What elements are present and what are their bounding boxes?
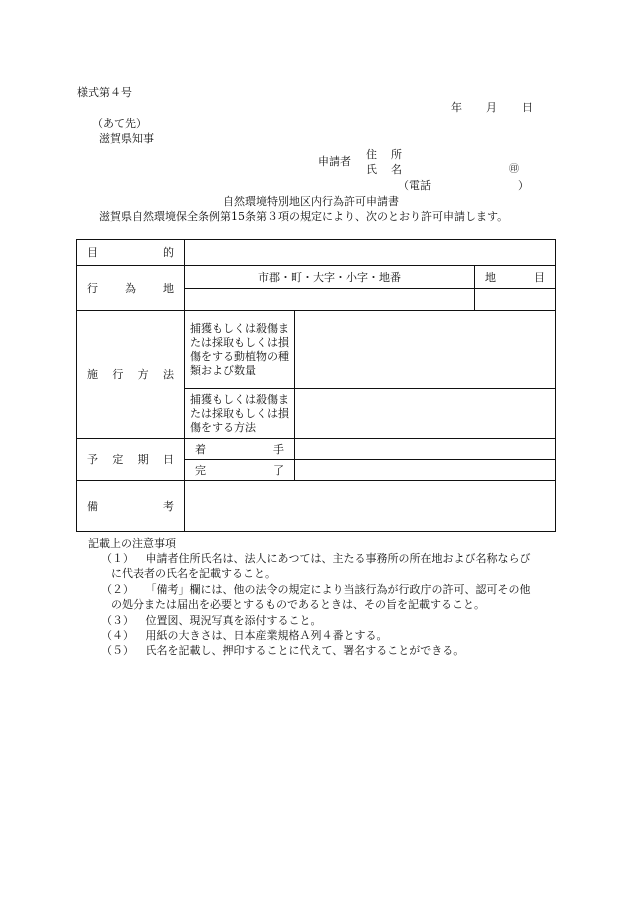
note-4-number: （４） <box>101 629 134 642</box>
method-means-label: 捕獲もしくは殺傷または採取もしくは損傷をする方法 <box>185 389 295 439</box>
addressee: 滋賀県知事 <box>99 132 154 145</box>
date-month-label: 月 <box>486 101 497 114</box>
intro-text: 滋賀県自然環境保全条例第15条第３項の規定により、次のとおり許可申請します。 <box>99 210 509 223</box>
applicant-label: 申請者 <box>318 155 351 168</box>
method-means-field[interactable] <box>295 389 556 439</box>
location-address-field[interactable] <box>185 289 475 311</box>
note-5 <box>101 644 464 657</box>
date-day-label: 日 <box>522 101 533 114</box>
schedule-label: 予 定 期 日 <box>77 439 185 481</box>
phone-label: （電話 <box>398 179 431 192</box>
note-1-continued: に代表者の氏名を記載すること。 <box>111 567 276 580</box>
note-3-text: 位置図、現況写真を添付すること。 <box>145 614 322 627</box>
addressee-prefix: （あて先） <box>92 117 147 130</box>
note-2-continued: の処分または届出を必要とするものであるときは、その旨を記載すること。 <box>111 598 485 611</box>
note-1-text: 申請者住所氏名は、法人にあつては、主たる事務所の所在地および名称ならび <box>145 552 531 565</box>
note-5-text: 氏名を記載し、押印することに代えて、署名することができる。 <box>145 644 465 657</box>
end-date-field[interactable] <box>295 460 556 481</box>
end-label: 完 了 <box>185 460 295 481</box>
location-label: 行 為 地 <box>77 266 185 311</box>
purpose-field[interactable] <box>185 240 556 266</box>
name-label: 氏 名 <box>366 163 402 176</box>
notes-heading: 記載上の注意事項 <box>88 537 176 550</box>
remarks-field[interactable] <box>185 481 556 532</box>
method-label: 施 行 方 法 <box>77 311 185 439</box>
note-3-number: （３） <box>101 614 134 627</box>
form-number: 様式第４号 <box>77 86 132 99</box>
location-land-header: 地 目 <box>475 266 556 289</box>
note-4-text: 用紙の大きさは、日本産業規格Ａ列４番とする。 <box>145 629 388 642</box>
note-2-number: （２） <box>101 583 134 596</box>
note-5-number: （５） <box>101 644 134 657</box>
seal-mark: ㊞ <box>509 164 519 175</box>
start-date-field[interactable] <box>295 439 556 460</box>
note-2 <box>101 583 531 596</box>
note-1-number: （１） <box>101 552 134 565</box>
address-label: 住 所 <box>366 148 402 161</box>
note-3 <box>101 614 322 627</box>
remarks-label: 備 考 <box>77 481 185 532</box>
purpose-label: 目 的 <box>77 240 185 266</box>
application-form-table <box>76 239 556 532</box>
document-title: 自然環境特別地区内行為許可申請書 <box>223 195 399 208</box>
location-address-header: 市郡・町・大字・小字・地番 <box>185 266 475 289</box>
note-2-text: 「備考」欄には、他の法令の規定により当該行為が行政庁の許可、認可その他 <box>145 583 531 596</box>
phone-close: ） <box>518 179 529 192</box>
method-species-field[interactable] <box>295 311 556 389</box>
note-1 <box>101 552 531 565</box>
start-label: 着 手 <box>185 439 295 460</box>
location-land-field[interactable] <box>475 289 556 311</box>
method-species-label: 捕獲もしくは殺傷または採取もしくは損傷をする動植物の種類および数量 <box>185 311 295 389</box>
date-year-label: 年 <box>451 101 462 114</box>
note-4 <box>101 629 388 642</box>
